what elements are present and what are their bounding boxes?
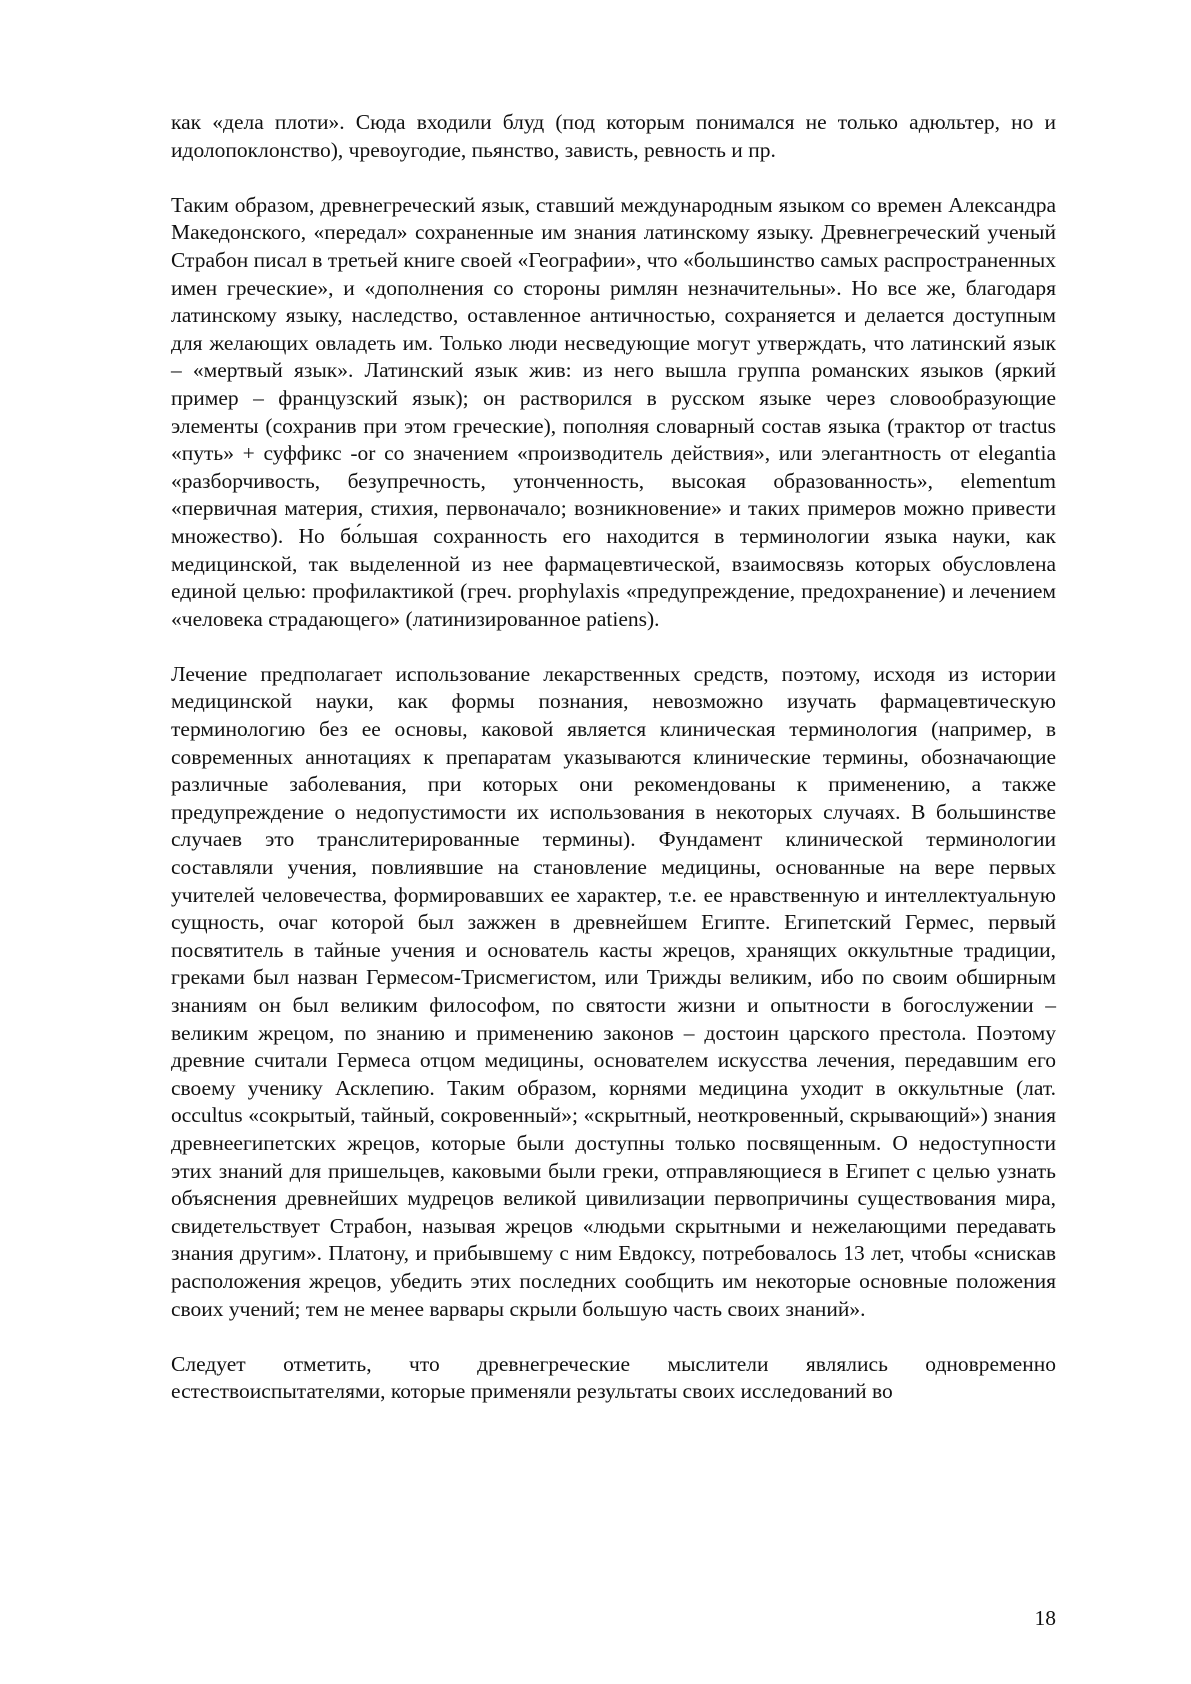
paragraph-1: как «дела плоти». Сюда входили блуд (под которым понимался не только адюльтер, но и идолопоклонство), чревоугодие, пьянство, зависть, ревность и пр. [171,110,1056,162]
paragraph-2: Таким образом, древнегреческий язык, ставший международным языком со времен Александра Македонского, «передал» сохраненные им знания латинскому языку. Древнегреческий ученый Страбон писал в третьей книге своей «Географии», что «большинство самых распространенных имен греческие», и «дополнения со стороны римлян незначительны». Но все же, благодаря латинскому языку, наследство, оставленное античностью, сохраняется и делается доступным для желающих овладеть им. Только люди несведующие могут утверждать, что латинский язык – «мертвый язык». Латинский язык жив: из него вышла группа романских языков (яркий пример – французский язык); он растворился в русском языке через словообразующие элементы (сохранив при этом греческие), пополняя словарный состав языка (трактор от tractus «путь» + суффикс -or со значением «производитель действия», или элегантность от elegantia «разборчивость, безупречность, утонченность, высокая образованность», elementum «первичная материя, стихия, первоначало; возникновение» и таких примеров можно привести множество). Но бо́льшая сохранность его находится в терминологии языка науки, как медицинской, так выделенной из нее фармацевтической, взаимосвязь которых обусловлена единой целью: профилактикой (греч. prophylaxis «предупреждение, предохранение) и лечением «человека страдающего» (латинизированное patiens). [171,192,1056,631]
paragraph-spacer [171,633,1056,661]
paragraph-4: Следует отметить, что древнегреческие мыслители являлись одновременно естествоиспытателями, которые применяли результаты своих исследований во [171,1351,1056,1404]
paragraph-3: Лечение предполагает использование лекарственных средств, поэтому, исходя из истории медицинской науки, как формы познания, невозможно изучать фармацевтическую терминологию без ее основы, каковой является клиническая терминология (например, в современных аннотациях к препаратам указываются клинические термины, обозначающие различные заболевания, при которых они рекомендованы к применению, а также предупреждение о недопустимости их использования в некоторых случаях. В большинстве случаев это транслитерированные термины). Фундамент клинической терминологии составляли учения, повлиявшие на становление медицины, основанные на вере первых учителей человечества, формировавших ее характер, т.е. ее нравственную и интеллектуальную сущность, очаг которой был зажжен в древнейшем Египте. Египетский Гермес, первый посвятитель в тайные учения и основатель касты жрецов, хранящих оккультные традиции, греками был назван Гермесом-Трисмегистом, или Трижды великим, ибо по своим обширным знаниям он был великим философом, по святости жизни и опытности в богослужении – великим жрецом, по знанию и применению законов – достоин царского престола. Поэтому древние считали Гермеса отцом медицины, основателем искусства лечения, передавшим его своему ученику Асклепию. Таким образом, корнями медицина уходит в оккультные (лат. occultus «сокрытый, тайный, сокровенный»; «скрытный, неоткровенный, скрывающий») знания древнеегипетских жрецов, которые были доступны только посвященным. О недоступности этих знаний для пришельцев, каковыми были греки, отправляющиеся в Египет с целью узнать объяснения древнейших мудрецов великой цивилизации первопричины существования мира, свидетельствует Страбон, называя жрецов «людьми скрытными и нежелающими передавать знания другим». Платону, и прибывшему с ним Евдоксу, потребовалось 13 лет, чтобы «снискав расположения жрецов, убедить этих последних сообщить им некоторые основные положения своих учений; тем не менее варвары скрыли большую часть своих знаний». [171,661,1056,1321]
paragraph-spacer [171,1323,1056,1351]
page-number: 18 [1034,1606,1056,1630]
page-body [171,109,1056,1406]
paragraph-spacer [171,164,1056,192]
